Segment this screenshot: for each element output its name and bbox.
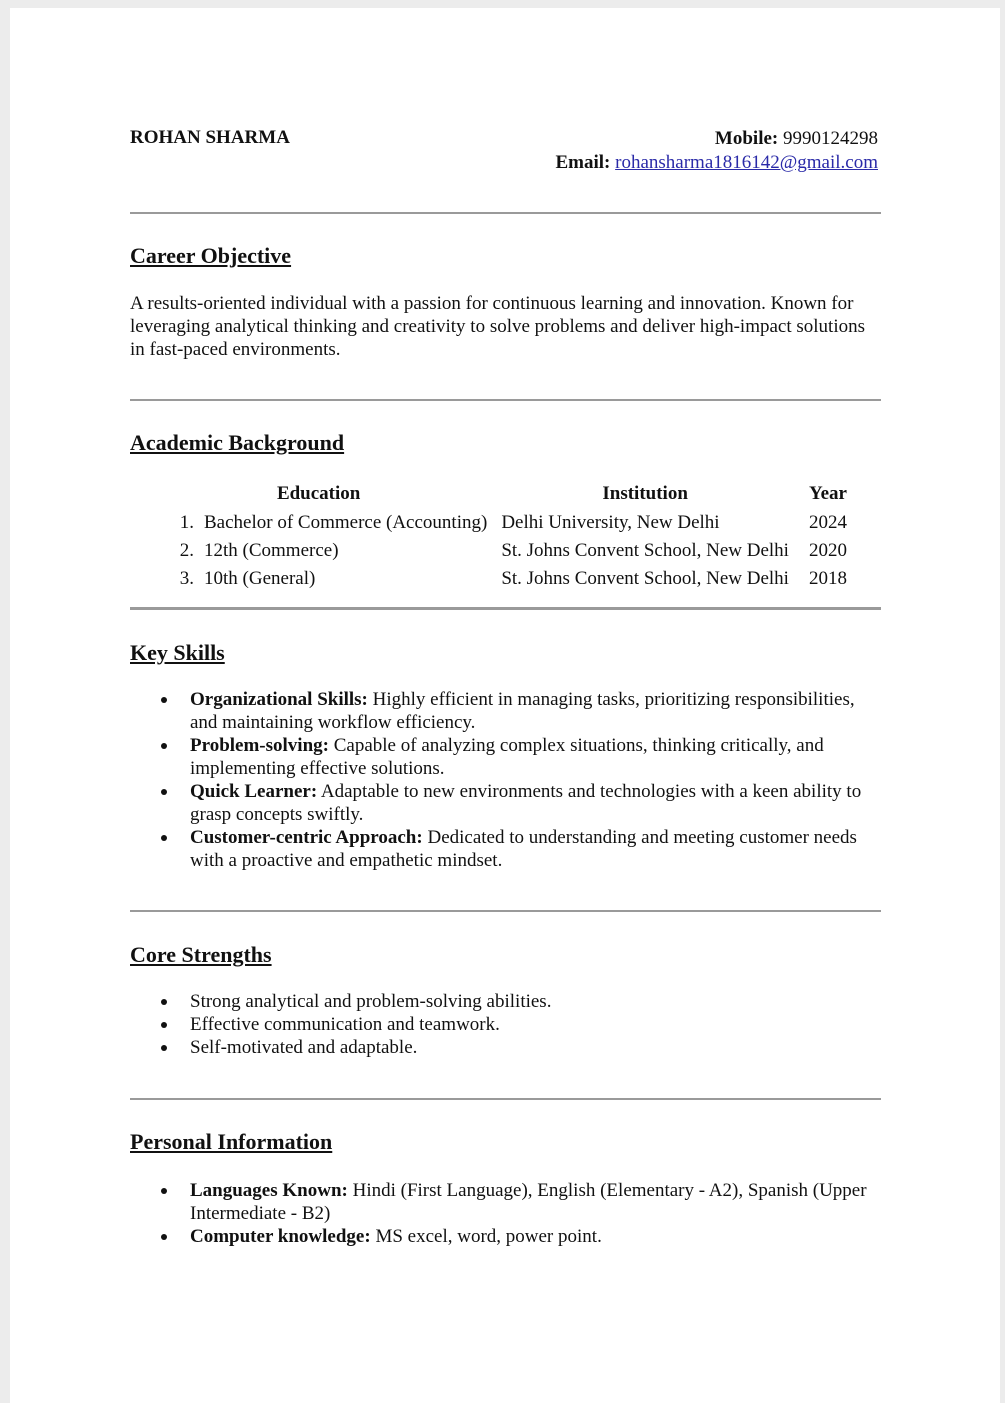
- core-strengths-list: [130, 990, 880, 1059]
- list-item: Self-motivated and adaptable.: [190, 1036, 880, 1059]
- table-row: [150, 537, 847, 565]
- candidate-name: ROHAN SHARMA: [130, 127, 290, 148]
- list-item: [190, 826, 880, 872]
- key-skills-list: [130, 688, 880, 872]
- divider: [130, 607, 881, 610]
- info-text: MS excel, word, power point.: [370, 1226, 602, 1247]
- mobile-line: [556, 127, 879, 151]
- row-number: 2.: [179, 540, 194, 561]
- year-cell: 2020: [808, 540, 847, 561]
- list-item: Effective communication and teamwork.: [190, 1013, 880, 1036]
- mobile-label: Mobile:: [714, 128, 779, 149]
- academic-heading: Academic Background: [130, 430, 345, 455]
- divider: [130, 399, 881, 401]
- list-item: [190, 688, 880, 734]
- skill-title: Organizational Skills:: [190, 689, 368, 710]
- year-cell: 2018: [808, 568, 847, 589]
- career-objective-text: A results-oriented individual with a passion for continuous learning and innovation. Known for leveraging analytical thinking and creativity to solve problems and deliver high-impact solutions in fast-paced environments.: [130, 293, 866, 360]
- divider: [130, 910, 881, 912]
- institution-cell: Delhi University, New Delhi: [501, 512, 720, 533]
- email-line: [556, 151, 879, 175]
- institution-cell: St. Johns Convent School, New Delhi: [501, 568, 789, 589]
- list-item: Strong analytical and problem-solving abilities.: [190, 990, 880, 1013]
- row-number: 1.: [179, 512, 194, 533]
- education-table: [150, 481, 847, 593]
- info-text: Hindi (First Language), English (Elementary - A2), Spanish (Upper Intermediate - B2): [190, 1180, 867, 1224]
- institution-cell: St. Johns Convent School, New Delhi: [501, 540, 789, 561]
- personal-info-list: [130, 1179, 880, 1248]
- personal-info-heading: Personal Information: [130, 1129, 333, 1154]
- email-label: Email:: [555, 152, 611, 173]
- col-education: Education: [276, 483, 361, 504]
- list-item: [190, 1179, 880, 1225]
- divider: [130, 1098, 881, 1100]
- skill-text: Adaptable to new environments and technologies with a keen ability to grasp concepts swiftly.: [190, 781, 862, 825]
- info-title: Computer knowledge:: [190, 1226, 371, 1247]
- contact-info: [556, 127, 879, 175]
- col-institution: Institution: [602, 483, 688, 504]
- col-year: Year: [808, 483, 847, 504]
- skill-text: Dedicated to understanding and meeting customer needs with a proactive and empathetic mindset.: [190, 827, 857, 871]
- career-objective-heading: Career Objective: [130, 243, 292, 268]
- core-strengths-heading: Core Strengths: [130, 942, 272, 967]
- divider: [130, 212, 881, 214]
- skill-title: Customer-centric Approach:: [190, 827, 423, 848]
- table-row: [150, 565, 847, 593]
- key-skills-heading: Key Skills: [130, 640, 225, 665]
- skill-text: Highly efficient in managing tasks, prioritizing responsibilities, and maintaining workflow efficiency.: [190, 689, 855, 733]
- table-header: [150, 481, 847, 509]
- skill-title: Quick Learner:: [190, 781, 318, 802]
- email-link[interactable]: rohansharma1816142@gmail.com: [615, 152, 878, 173]
- list-item: [190, 734, 880, 780]
- skill-title: Problem-solving:: [190, 735, 329, 756]
- education-cell: Bachelor of Commerce (Accounting): [204, 512, 488, 533]
- mobile-number: 9990124298: [783, 128, 878, 149]
- education-cell: 10th (General): [204, 568, 316, 589]
- list-item: [190, 1225, 880, 1248]
- education-cell: 12th (Commerce): [204, 540, 339, 561]
- table-row: [150, 509, 847, 537]
- list-item: [190, 780, 880, 826]
- year-cell: 2024: [808, 512, 847, 533]
- skill-text: Capable of analyzing complex situations, thinking critically, and implementing effective solutions.: [190, 735, 824, 779]
- row-number: 3.: [179, 568, 194, 589]
- info-title: Languages Known:: [190, 1180, 348, 1201]
